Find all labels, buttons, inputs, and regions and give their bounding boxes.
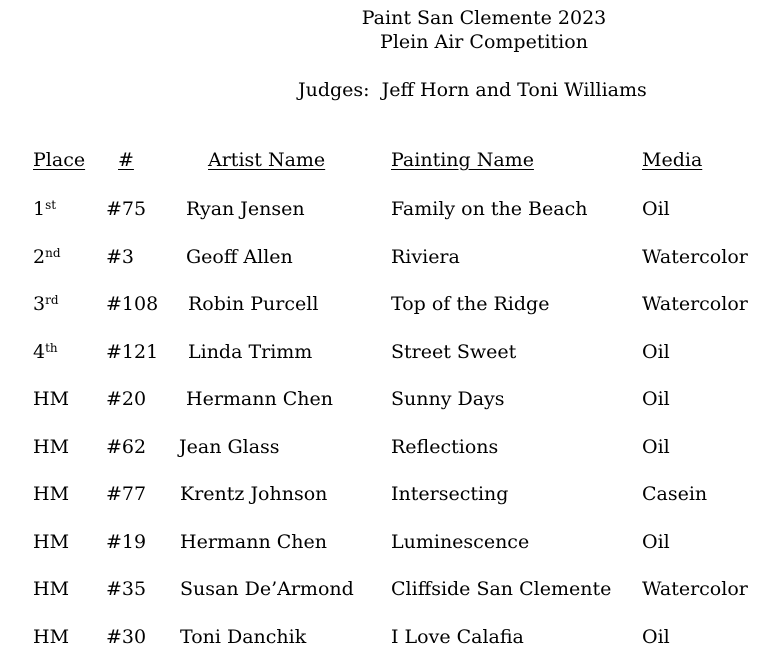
- cell-media: Casein: [642, 483, 708, 505]
- cell-place: [33, 482, 69, 506]
- cell-media: Oil: [642, 626, 670, 648]
- cell-artist: Ryan Jensen: [186, 198, 305, 220]
- cell-media: Oil: [642, 388, 670, 410]
- cell-number: #121: [106, 341, 159, 363]
- cell-painting: Cliffside San Clemente: [391, 578, 612, 600]
- cell-place: [33, 530, 69, 554]
- cell-artist: Linda Trimm: [188, 341, 313, 363]
- cell-number: #19: [106, 531, 147, 553]
- place-value: HM: [33, 578, 70, 600]
- cell-number: #75: [106, 198, 147, 220]
- cell-artist: Geoff Allen: [186, 246, 293, 268]
- header-number: #: [118, 149, 134, 171]
- cell-place: [33, 625, 69, 649]
- cell-painting: I Love Calafia: [391, 626, 524, 648]
- place-value: HM: [33, 483, 70, 505]
- cell-painting: Street Sweet: [391, 341, 517, 363]
- cell-number: #108: [106, 293, 159, 315]
- header-artist: Artist Name: [208, 149, 326, 171]
- cell-place: [33, 197, 56, 221]
- place-suffix: th: [45, 341, 58, 355]
- cell-place: [33, 577, 69, 601]
- cell-painting: Riviera: [391, 246, 460, 268]
- cell-artist: Krentz Johnson: [180, 483, 328, 505]
- cell-painting: Intersecting: [391, 483, 509, 505]
- cell-painting: Reflections: [391, 436, 499, 458]
- cell-place: [33, 245, 61, 269]
- place-suffix: st: [45, 198, 57, 212]
- cell-media: Oil: [642, 341, 670, 363]
- cell-media: Oil: [642, 531, 670, 553]
- place-suffix: nd: [45, 246, 61, 260]
- cell-place: [33, 435, 69, 459]
- cell-painting: Luminescence: [391, 531, 530, 553]
- header-place: Place: [33, 149, 86, 171]
- cell-number: #30: [106, 626, 147, 648]
- cell-place: [33, 292, 59, 316]
- page-subtitle: Plein Air Competition: [380, 31, 588, 53]
- cell-artist: Hermann Chen: [180, 531, 328, 553]
- cell-media: Oil: [642, 198, 670, 220]
- place-value: HM: [33, 626, 70, 648]
- cell-media: Watercolor: [642, 246, 748, 268]
- cell-artist: Susan De’Armond: [180, 578, 354, 600]
- cell-media: Watercolor: [642, 293, 748, 315]
- page-title: Paint San Clemente 2023: [361, 7, 607, 29]
- cell-number: #3: [106, 246, 135, 268]
- place-value: 1: [33, 198, 46, 220]
- cell-painting: Top of the Ridge: [391, 293, 550, 315]
- cell-media: Watercolor: [642, 578, 748, 600]
- cell-artist: Robin Purcell: [188, 293, 319, 315]
- place-value: 3: [33, 293, 46, 315]
- place-value: HM: [33, 436, 70, 458]
- cell-number: #77: [106, 483, 147, 505]
- header-media: Media: [642, 149, 703, 171]
- cell-artist: Hermann Chen: [186, 388, 334, 410]
- cell-number: #62: [106, 436, 147, 458]
- cell-number: #20: [106, 388, 147, 410]
- place-value: HM: [33, 531, 70, 553]
- judges-line: Judges: Jeff Horn and Toni Williams: [298, 79, 647, 101]
- place-value: HM: [33, 388, 70, 410]
- header-painting: Painting Name: [391, 149, 534, 171]
- cell-painting: Family on the Beach: [391, 198, 588, 220]
- place-suffix: rd: [45, 293, 59, 307]
- cell-place: [33, 340, 58, 364]
- cell-painting: Sunny Days: [391, 388, 505, 410]
- place-value: 4: [33, 341, 46, 363]
- cell-media: Oil: [642, 436, 670, 458]
- cell-number: #35: [106, 578, 147, 600]
- cell-artist: Jean Glass: [179, 436, 280, 458]
- cell-artist: Toni Danchik: [180, 626, 307, 648]
- place-value: 2: [33, 246, 46, 268]
- cell-place: [33, 387, 69, 411]
